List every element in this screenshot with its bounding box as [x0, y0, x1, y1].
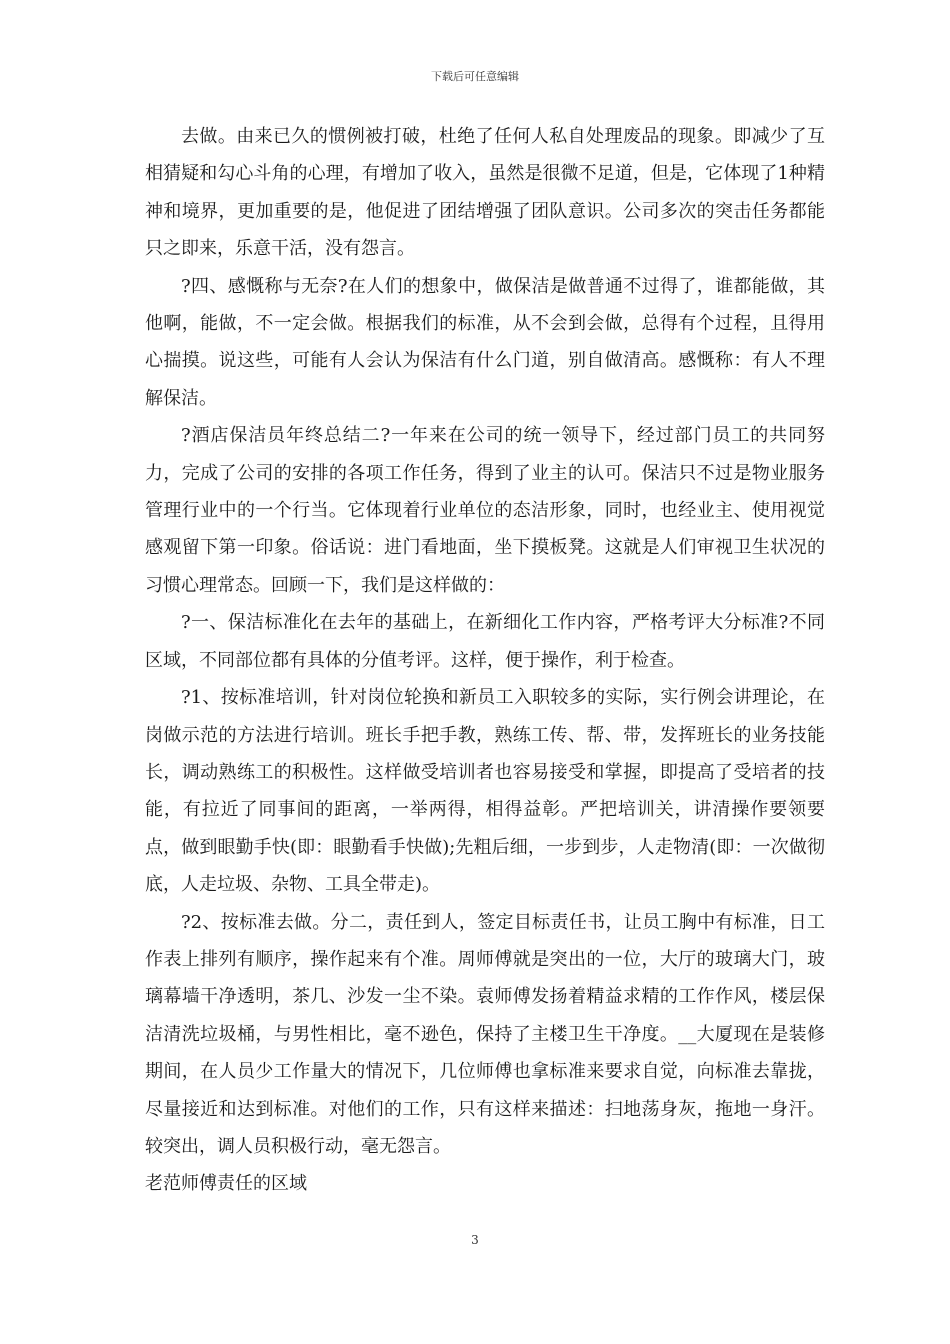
paragraph: 老范师傅责任的区域: [145, 1173, 307, 1195]
paragraph: ?2、按标准去做。分二，责任到人，签定目标责任书，让员工胸中有标准，日工作表上排列有顺序，操作起来有个准。周师傅就是突出的一位，大厅的玻璃大门，玻璃幕墙干净透明，茶几、沙发一尘不染。袁师傅发扬着精益求精的工作作风，楼层保洁清洗垃圾桶，与男性相比，毫不逊色，保持了主楼卫生干净度。__大厦现在是装修期间，在人员少工作量大的情况下，几位师傅也拿标准来要求自觉，向标准去靠拢，尽量接近和达到标准。对他们的工作，只有这样来描述：扫地荡身灰，拖地一身汗。较突出，调人员积极行动，毫无怨言。: [145, 911, 825, 1157]
paragraph: 去做。由来已久的惯例被打破，杜绝了任何人私自处理废品的现象。即减少了互相猜疑和勾心斗角的心理，有增加了收入，虽然是很微不足道，但是，它体现了1种精神和境界，更加重要的是，他促进了团结增强了团队意识。公司多次的突击任务都能只之即来，乐意干活，没有怨言。: [145, 126, 825, 260]
paragraph: ?1、按标准培训，针对岗位轮换和新员工入职较多的实际，实行例会讲理论，在岗做示范的方法进行培训。班长手把手教，熟练工传、帮、带，发挥班长的业务技能长，调动熟练工的积极性。这样做受培训者也容易接受和掌握，即提高了受培者的技能，有拉近了同事间的距离，一举两得，相得益彰。严把培训关，讲清操作要领要点，做到眼勤手快(即：眼勤看手快做);先粗后细，一步到步，人走物清(即：一次做彻底，人走垃圾、杂物、工具全带走)。: [145, 687, 825, 896]
paragraph: ?酒店保洁员年终总结二?一年来在公司的统一领导下，经过部门员工的共同努力，完成了公司的安排的各项工作任务，得到了业主的认可。保洁只不过是物业服务管理行业中的一个行当。它体现着行业单位的态洁形象，同时，也经业主、使用视觉感观留下第一印象。俗话说：进门看地面，坐下摸板凳。这就是人们审视卫生状况的习惯心理常态。回顾一下，我们是这样做的：: [145, 425, 825, 596]
paragraph: ?四、感慨称与无奈?在人们的想象中，做保洁是做普通不过得了，谁都能做，其他啊，能做，不一定会做。根据我们的标准，从不会到会做，总得有个过程，且得用心揣摸。说这些，可能有人会认为保洁有什么门道，别自做清高。感慨称：有人不理解保洁。: [145, 275, 825, 409]
page-number: 3: [471, 1233, 479, 1247]
document-body: [145, 118, 825, 1203]
page-header: 下载后可任意编辑: [431, 70, 519, 83]
paragraph: ?一、保洁标准化在去年的基础上，在新细化工作内容，严格考评大分标准?不同区域，不同部位都有具体的分值考评。这样，便于操作，利于检查。: [145, 612, 825, 671]
